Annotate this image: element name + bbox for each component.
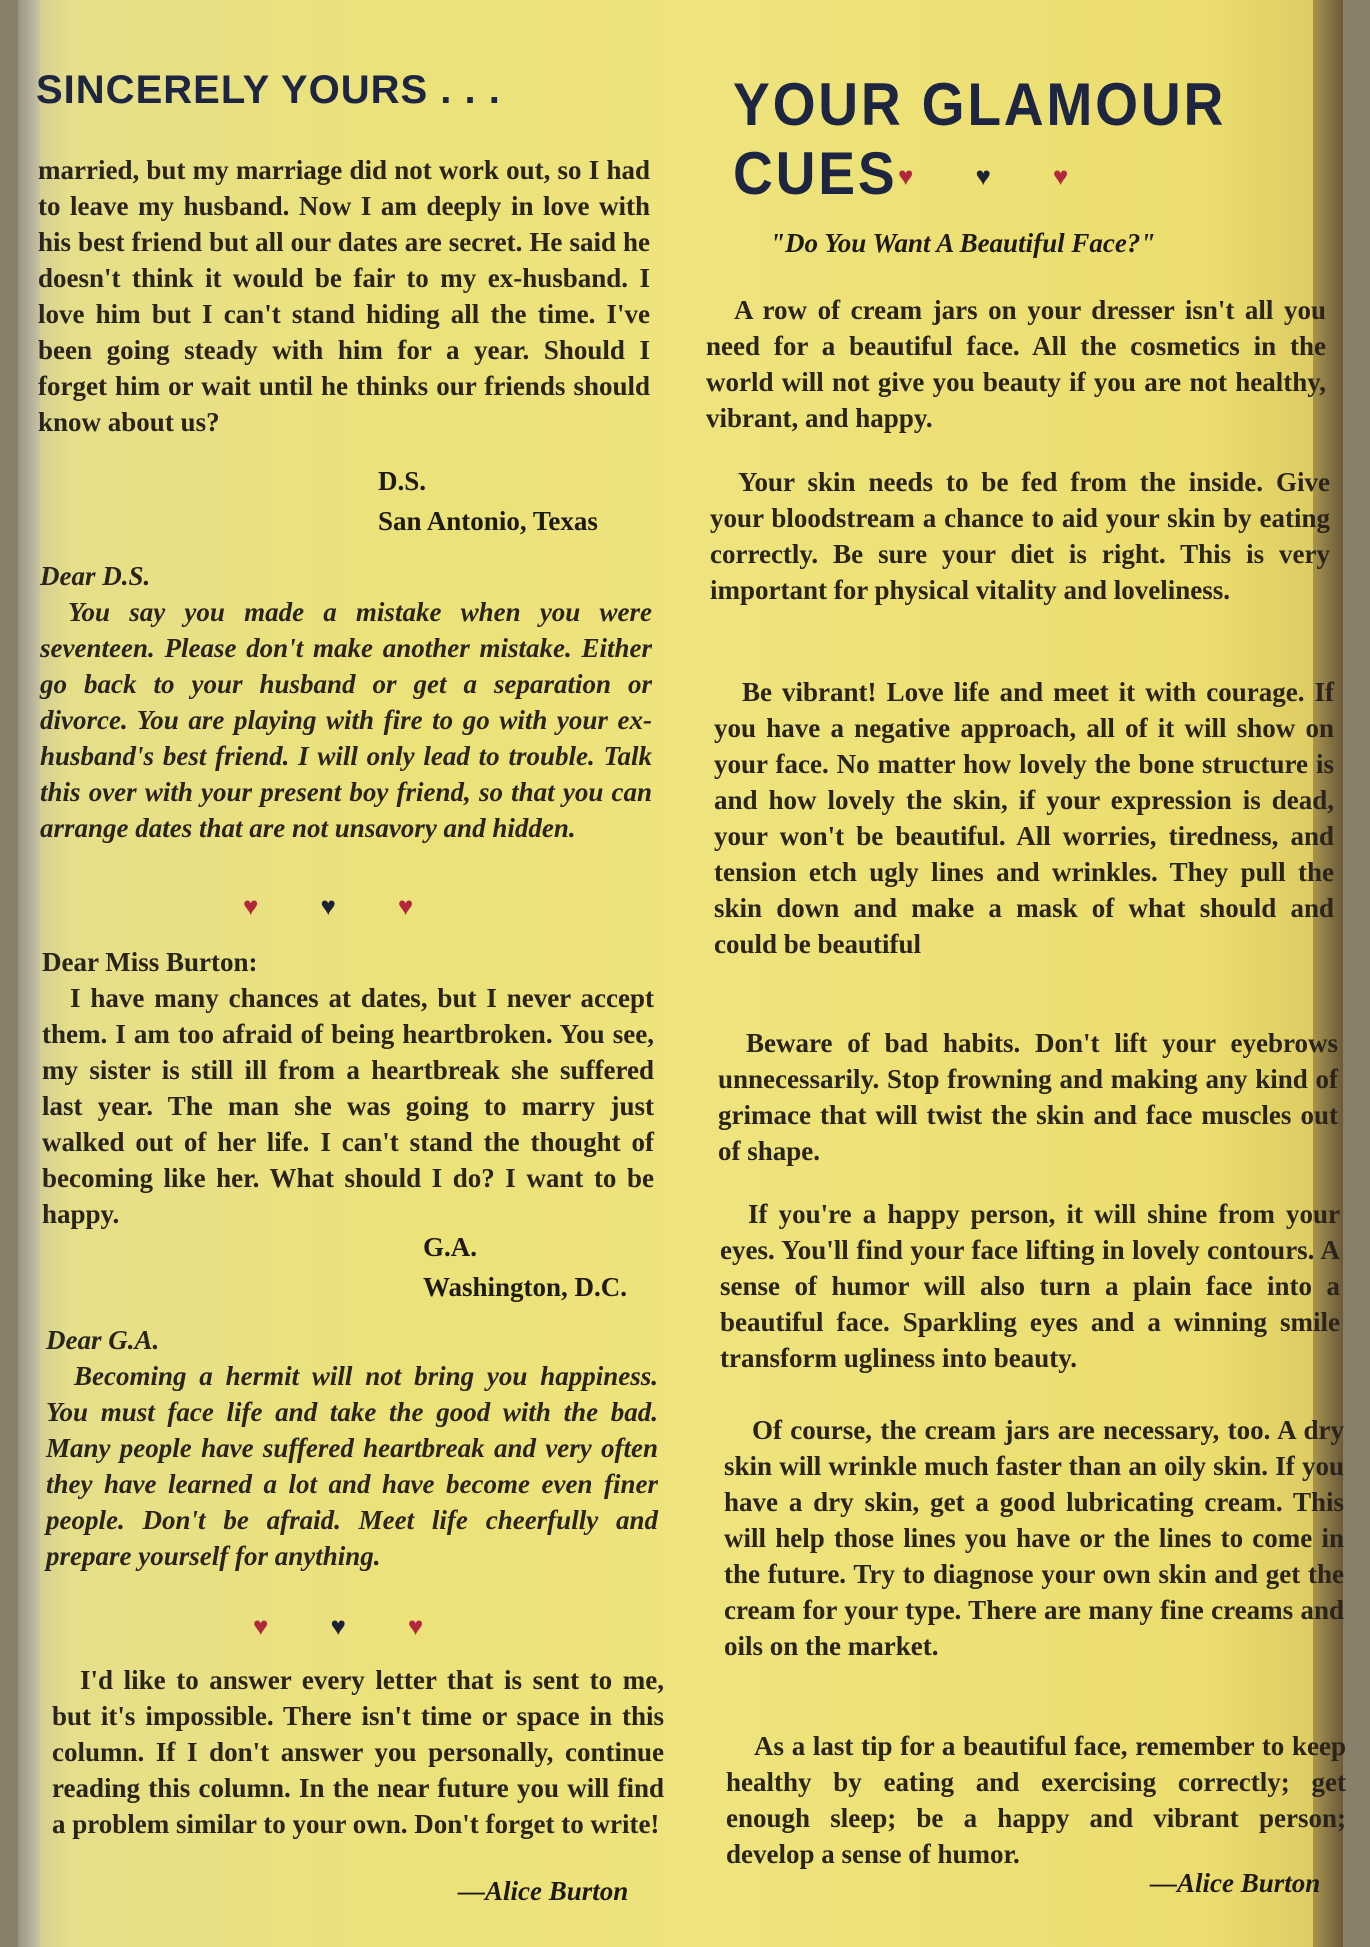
letter-1-signature: D.S. xyxy=(378,466,427,496)
paragraph-text: A row of cream jars on your dresser isn't all you need for a beautiful face. All the cosmetics in the world will not give you beauty if you are not healthy, vibrant, and happy. xyxy=(706,295,1326,433)
heart-divider-2 xyxy=(253,1612,423,1642)
article-paragraph-5 xyxy=(720,1196,1340,1376)
heart-icon: ♥ xyxy=(243,892,259,921)
reply-1 xyxy=(40,558,652,846)
reply-1-salutation: Dear D.S. xyxy=(40,561,151,591)
paragraph-text: Be vibrant! Love life and meet it with courage. If you have a negative approach, all of it will show on your face. No matter how lovely the bone structure is and how lovely the skin, if your expression is dead, your won't be beautiful. All worries, tiredness, and tension etch ugly lines and wrinkles. They pull the skin down and make a mask of what should and could be beautiful xyxy=(714,677,1334,959)
heart-icon: ♥ xyxy=(320,892,336,921)
left-column-title: SINCERELY YOURS . . . xyxy=(36,68,501,112)
article-paragraph-7 xyxy=(726,1728,1346,1872)
article-paragraph-6 xyxy=(724,1412,1344,1664)
reply-1-text: You say you made a mistake when you were seventeen. Please don't make another mistake. Either go back to your husband or get a separation or divorce. You are playing with fire to go with your ex-husband's best friend. I will only lead to trouble. Talk this over with your present boy friend, so that you can arrange dates that are not unsavory and hidden. xyxy=(40,597,652,843)
left-signature: —Alice Burton xyxy=(458,1876,629,1906)
article-subtitle: "Do You Want A Beautiful Face?" xyxy=(770,228,1156,258)
heart-icon: ♥ xyxy=(1052,162,1069,191)
heart-icon: ♥ xyxy=(330,1612,346,1641)
paragraph-text: Your skin needs to be fed from the inside. Give your bloodstream a chance to aid your skin by eating correctly. Be sure your diet is right. This is very important for physical vitality and loveliness. xyxy=(710,467,1330,605)
paragraph-text: If you're a happy person, it will shine from your eyes. You'll find your face lifting in lovely contours. A sense of humor will also turn a plain face into a beautiful face. Sparkling eyes and a winning smile transform ugliness into beauty. xyxy=(720,1199,1340,1373)
heart-icon: ♥ xyxy=(898,162,914,191)
letter-1-text: married, but my marriage did not work out, so I had to leave my husband. Now I am deeply in love with his best friend but all our dates are secret. He said he doesn't think it would be fair to my ex-husband. I love him but I can't stand hiding all the time. I've been going steady with him for a year. Should I forget him or wait until he thinks our friends should know about us? xyxy=(38,155,650,437)
heart-icon: ♥ xyxy=(253,1612,269,1641)
letter-2 xyxy=(42,944,654,1232)
reply-2-text: Becoming a hermit will not bring you happiness. You must face life and take the good with the bad. Many people have suffered heartbreak and very often they have learned a lot and have become even finer people. Don't be afraid. Meet life cheerfully and prepare yourself for anything. xyxy=(46,1361,658,1571)
letter-2-signature: G.A. xyxy=(423,1232,477,1262)
article-paragraph-3 xyxy=(714,674,1334,962)
heart-icon: ♥ xyxy=(975,162,991,191)
article-paragraph-4 xyxy=(718,1025,1338,1169)
article-paragraph-2 xyxy=(710,464,1330,608)
heart-icon: ♥ xyxy=(397,892,414,921)
heart-icon: ♥ xyxy=(407,1612,424,1641)
letter-1-place: San Antonio, Texas xyxy=(378,506,598,536)
closing-note-text: I'd like to answer every letter that is sent to me, but it's impossible. There isn't time or space in this column. If I don't answer you personally, continue reading this column. In the near future you will find a problem similar to your own. Don't forget to write! xyxy=(52,1665,664,1839)
comic-page xyxy=(18,0,1346,1947)
letter-2-salutation: Dear Miss Burton: xyxy=(42,947,258,977)
right-column-title: YOUR GLAMOUR CUES xyxy=(733,71,1227,207)
paragraph-text: As a last tip for a beautiful face, remember to keep healthy by eating and exercising correctly; get enough sleep; be a happy and vibrant person; develop a sense of humor. xyxy=(726,1731,1346,1869)
page-gutter xyxy=(18,0,40,1947)
heart-divider-1 xyxy=(243,892,413,922)
paragraph-text: Of course, the cream jars are necessary, too. A dry skin will wrinkle much faster than an oily skin. If you have a dry skin, get a good lubricating cream. This will help those lines you have or the lines to come in the future. Try to diagnose your own skin and get the cream for your type. There are many fine creams and oils on the market. xyxy=(724,1415,1344,1661)
letter-1 xyxy=(38,152,650,440)
heart-divider-3 xyxy=(898,162,1068,192)
right-signature: —Alice Burton xyxy=(1150,1868,1321,1898)
paragraph-text: Beware of bad habits. Don't lift your eyebrows unnecessarily. Stop frowning and making any kind of grimace that will twist the skin and face muscles out of shape. xyxy=(718,1028,1338,1166)
letter-2-place: Washington, D.C. xyxy=(423,1272,628,1302)
reply-2 xyxy=(46,1322,658,1574)
closing-note xyxy=(52,1662,664,1842)
article-paragraph-1 xyxy=(706,292,1326,436)
letter-2-text: I have many chances at dates, but I never accept them. I am too afraid of being heartbroken. You see, my sister is still ill from a heartbreak she suffered last year. The man she was going to marry just walked out of her life. I can't stand the thought of becoming like her. What should I do? I want to be happy. xyxy=(42,983,654,1229)
reply-2-salutation: Dear G.A. xyxy=(46,1325,160,1355)
